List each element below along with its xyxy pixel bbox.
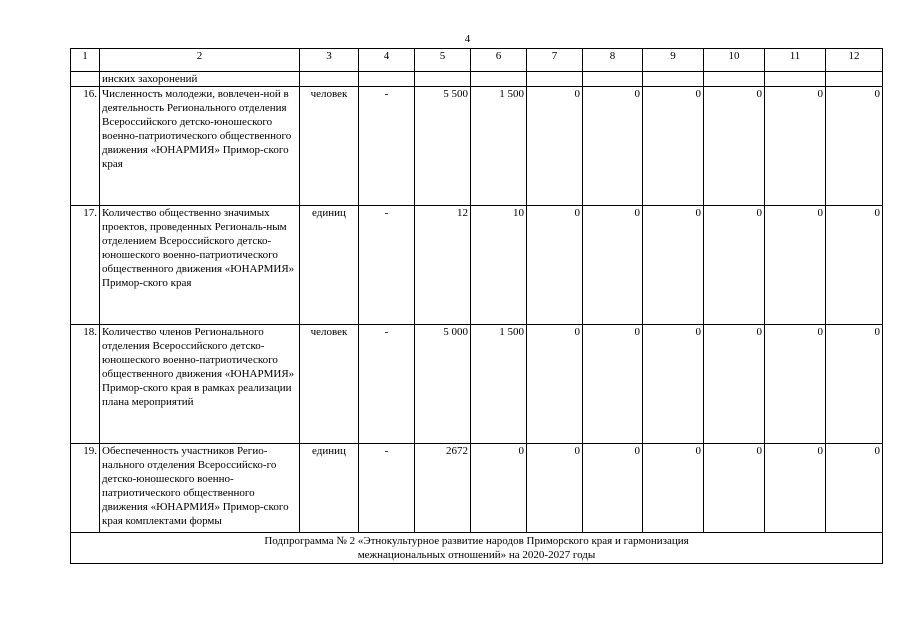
indicator-name: Обеспеченность участников Регио-нального отделения Всероссийско-го детско-юношеского военно-патриотического общественного движения «ЮНАРМИЯ» Примор-ского края комплектами формы xyxy=(100,444,300,533)
value-cell: 0 xyxy=(643,87,704,206)
value-cell: 0 xyxy=(704,87,765,206)
value-cell: 2672 xyxy=(415,444,471,533)
subprogram-title xyxy=(71,533,883,564)
value-cell: 10 xyxy=(471,206,527,325)
value-cell: 0 xyxy=(527,87,583,206)
header-cell: 9 xyxy=(643,49,704,72)
value-cell: 5 000 xyxy=(415,325,471,444)
header-cell: 7 xyxy=(527,49,583,72)
row-number: 17. xyxy=(71,206,100,325)
header-cell: 11 xyxy=(765,49,826,72)
value-cell: - xyxy=(359,87,415,206)
value-cell: 0 xyxy=(583,444,643,533)
header-cell: 2 xyxy=(100,49,300,72)
table-row xyxy=(71,444,883,533)
unit-cell: единиц xyxy=(300,444,359,533)
indicators-table xyxy=(70,48,883,564)
page-number: 4 xyxy=(464,33,471,45)
value-cell: 0 xyxy=(643,444,704,533)
value-cell: 12 xyxy=(415,206,471,325)
value-cell: 0 xyxy=(765,87,826,206)
subprogram-line-2: межнациональных отношений» на 2020-2027 годы xyxy=(357,549,596,561)
continuation-text: инских захоронений xyxy=(100,72,300,87)
unit-cell: человек xyxy=(300,87,359,206)
value-cell: 0 xyxy=(826,325,883,444)
value-cell: 0 xyxy=(643,325,704,444)
value-cell: 0 xyxy=(704,206,765,325)
value-cell: - xyxy=(359,444,415,533)
value-cell: 0 xyxy=(527,444,583,533)
value-cell: 0 xyxy=(583,325,643,444)
indicator-name: Количество членов Регионального отделения Всероссийского детско-юношеского военно-патриотического общественного движения «ЮНАРМИЯ» Примор-ского края в рамках реализации плана мероприятий xyxy=(100,325,300,444)
header-row xyxy=(71,49,883,72)
value-cell: - xyxy=(359,325,415,444)
subprogram-line-1: Подпрограмма № 2 «Этнокультурное развитие народов Приморского края и гармонизация xyxy=(264,535,689,547)
value-cell: 0 xyxy=(704,444,765,533)
value-cell: 0 xyxy=(527,206,583,325)
value-cell: 0 xyxy=(704,325,765,444)
subprogram-row xyxy=(71,533,883,564)
value-cell: 0 xyxy=(826,206,883,325)
value-cell: 1 500 xyxy=(471,325,527,444)
table-row xyxy=(71,206,883,325)
header-cell: 12 xyxy=(826,49,883,72)
value-cell: 0 xyxy=(765,444,826,533)
value-cell: 1 500 xyxy=(471,87,527,206)
value-cell: - xyxy=(359,206,415,325)
value-cell: 0 xyxy=(643,206,704,325)
header-cell: 8 xyxy=(583,49,643,72)
table-row xyxy=(71,87,883,206)
indicator-name: Численность молодежи, вовлечен-ной в деятельность Регионального отделения Всероссийского детско-юношеского военно-патриотического общественного движения «ЮНАРМИЯ» Примор-ского края xyxy=(100,87,300,206)
header-cell: 10 xyxy=(704,49,765,72)
header-cell: 1 xyxy=(71,49,100,72)
header-cell: 5 xyxy=(415,49,471,72)
value-cell: 0 xyxy=(826,444,883,533)
value-cell: 0 xyxy=(583,206,643,325)
unit-cell: единиц xyxy=(300,206,359,325)
value-cell: 5 500 xyxy=(415,87,471,206)
value-cell: 0 xyxy=(471,444,527,533)
row-number: 16. xyxy=(71,87,100,206)
indicator-name: Количество общественно значимых проектов, проведенных Региональ-ным отделением Всероссийского детско-юношеского военно-патриотического общественного движения «ЮНАРМИЯ» Примор-ского края xyxy=(100,206,300,325)
header-cell: 6 xyxy=(471,49,527,72)
value-cell: 0 xyxy=(765,206,826,325)
row-number: 19. xyxy=(71,444,100,533)
value-cell: 0 xyxy=(765,325,826,444)
value-cell: 0 xyxy=(527,325,583,444)
value-cell: 0 xyxy=(826,87,883,206)
continuation-row xyxy=(71,72,883,87)
table-row xyxy=(71,325,883,444)
value-cell: 0 xyxy=(583,87,643,206)
header-cell: 3 xyxy=(300,49,359,72)
unit-cell: человек xyxy=(300,325,359,444)
header-cell: 4 xyxy=(359,49,415,72)
row-number: 18. xyxy=(71,325,100,444)
